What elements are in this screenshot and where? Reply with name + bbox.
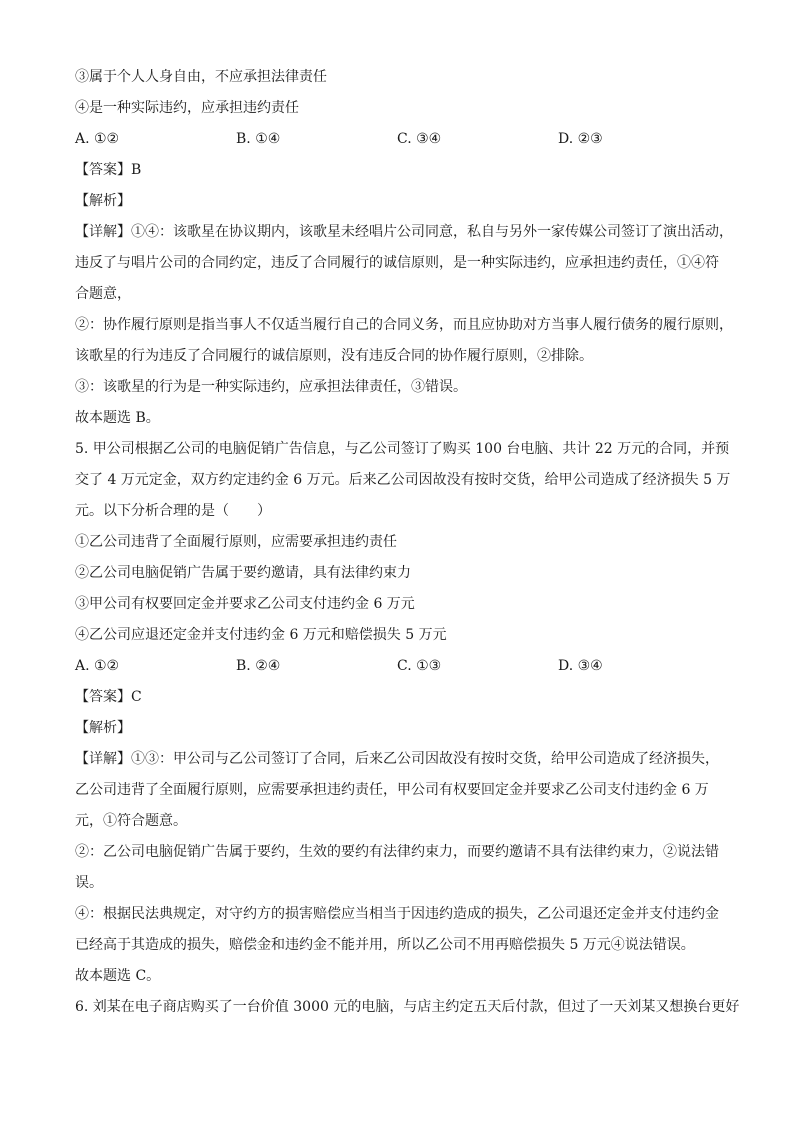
- option-b: B. ②④: [236, 658, 281, 674]
- detail-line: 【详解】①③：甲公司与乙公司签订了合同，后来乙公司因故没有按时交货，给甲公司造成了经济损失，: [75, 751, 719, 767]
- detail-line: 违反了与唱片公司的合同约定，违反了合同履行的诚信原则，是一种实际违约，应承担违约责任，①④符: [75, 255, 719, 271]
- option-a: A. ①②: [75, 658, 120, 674]
- question-6: [75, 992, 740, 1023]
- option-b: B. ①④: [236, 131, 281, 147]
- detail-line: ②：协作履行原则是指当事人不仅适当履行自己的合同义务，而且应协助对方当事人履行债务的履行原则，: [75, 317, 733, 333]
- statement-4: ④是一种实际违约，应承担违约责任: [75, 100, 299, 116]
- analysis-label: 【解析】: [75, 720, 131, 736]
- statement-3: ③甲公司有权要回定金并要求乙公司支付违约金 6 万元: [75, 596, 415, 612]
- statement-1: ①乙公司违背了全面履行原则，应需要承担违约责任: [75, 534, 397, 550]
- conclusion-line: 故本题选 B。: [75, 410, 160, 426]
- option-c: C. ③④: [397, 131, 442, 147]
- option-d: D. ③④: [558, 658, 603, 674]
- question-stem: 5. 甲公司根据乙公司的电脑促销广告信息，与乙公司签订了购买 100 台电脑、共计 22 万元的合同，并预: [75, 441, 730, 457]
- detail-line: 乙公司违背了全面履行原则，应需要承担违约责任，甲公司有权要回定金并要求乙公司支付违约金 6 万: [75, 782, 709, 798]
- detail-line: 合题意，: [75, 286, 131, 302]
- answer-options: [75, 651, 728, 682]
- question-stem: 6. 刘某在电子商店购买了一台价值 3000 元的电脑，与店主约定五天后付款，但过了一天刘某又想换台更好: [75, 999, 740, 1015]
- conclusion-line: 故本题选 C。: [75, 968, 161, 984]
- detail-line: 误。: [75, 875, 103, 891]
- option-c: C. ①③: [397, 658, 442, 674]
- detail-line: ②：乙公司电脑促销广告属于要约，生效的要约有法律约束力，而要约邀请不具有法律约束力，②说法错: [75, 844, 719, 860]
- question-stem: 交了 4 万元定金，双方约定违约金 6 万元。后来乙公司因故没有按时交货，给甲公司造成了经济损失 5 万: [75, 472, 731, 488]
- answer-label: 【答案】B: [75, 162, 142, 178]
- detail-line: 已经高于其造成的损失，赔偿金和违约金不能并用，所以乙公司不用再赔偿损失 5 万元④说法错误。: [75, 937, 695, 953]
- detail-line: 元，①符合题意。: [75, 813, 187, 829]
- answer-label: 【答案】C: [75, 689, 142, 705]
- statement-2: ②乙公司电脑促销广告属于要约邀请，具有法律约束力: [75, 565, 411, 581]
- detail-line: ③：该歌星的行为是一种实际违约，应承担法律责任，③错误。: [75, 379, 467, 395]
- statement-4: ④乙公司应退还定金并支付违约金 6 万元和赔偿损失 5 万元: [75, 627, 447, 643]
- question-5: [75, 434, 731, 992]
- detail-line: ④：根据民法典规定，对守约方的损害赔偿应当相当于因违约造成的损失，乙公司退还定金并支付违约金: [75, 906, 719, 922]
- detail-line: 该歌星的行为违反了合同履行的诚信原则，没有违反合同的协作履行原则，②排除。: [75, 348, 593, 364]
- option-a: A. ①②: [75, 131, 120, 147]
- statement-3: ③属于个人人身自由，不应承担法律责任: [75, 69, 327, 85]
- detail-line: 【详解】①④：该歌星在协议期内，该歌星未经唱片公司同意，私自与另外一家传媒公司签订了演出活动，: [75, 224, 733, 240]
- analysis-label: 【解析】: [75, 193, 131, 209]
- question-stem: 元。以下分析合理的是（ ）: [75, 503, 271, 519]
- option-d: D. ②③: [558, 131, 603, 147]
- answer-options: [75, 124, 728, 155]
- question-4-tail: [75, 62, 733, 434]
